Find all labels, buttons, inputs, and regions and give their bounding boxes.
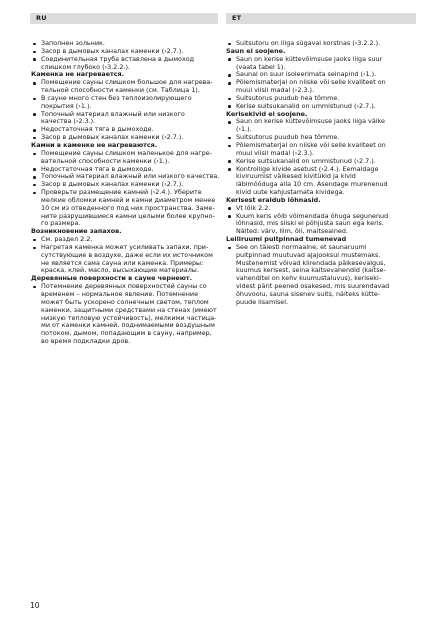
text-line: Топочный материал влажный или низкого xyxy=(41,109,185,118)
list-item xyxy=(31,134,217,142)
text-line: каменки, защитными средствами на стенах (имеют xyxy=(41,305,217,314)
text-line: 10 см из отведенного под них пространства. Заме- xyxy=(41,203,215,212)
text-line: puitpinnad muutuvad ajajooksul mustemaks. xyxy=(236,250,381,259)
text-line: Kerise suitsukanalid on ummistunud (›2.7.). xyxy=(236,156,376,165)
text-line: kuumus kerisest, seina kaitsevahendid (kaitse- xyxy=(236,266,386,275)
list-item xyxy=(31,111,217,127)
text-line: Потемнение деревянных поверхностей сауны со xyxy=(41,282,207,291)
list-item xyxy=(226,244,416,307)
text-line: puude lisamisel. xyxy=(236,297,289,306)
text-line: Põlemismaterjal on niiske või selle kvaliteet on xyxy=(236,140,386,149)
text-line: Kontrollige kivide asetust (›2.4.). Eemaldage xyxy=(236,164,379,173)
page-number: 10 xyxy=(30,601,40,610)
text-line: Помещение сауны слишком маленькое для нагре- xyxy=(41,148,212,157)
text-line: kivid uute kahjustamata kividega. xyxy=(236,188,345,197)
text-line: ните разрушившиеся камни целыми более крупно- xyxy=(41,211,215,220)
text-line: качества (›2.3.). xyxy=(41,117,96,126)
text-line: muul viisil madal (›2.3.). xyxy=(236,148,315,157)
list-item xyxy=(31,150,217,166)
list-item xyxy=(226,79,416,95)
text-line: (vaata tabel 1). xyxy=(236,62,286,71)
text-line: Возникновение запахов. xyxy=(31,227,122,236)
list-item xyxy=(226,40,416,48)
text-line: сутствующие в воздухе, даже если их источником xyxy=(41,250,213,259)
text-line: Засор в дымовых каналах каменки (›2.7.). xyxy=(41,180,184,189)
text-line: Kerisekivid ei soojene. xyxy=(226,109,308,118)
text-line: Kerisest eraldub lõhnasid. xyxy=(226,195,321,204)
list-item xyxy=(31,95,217,111)
list-item xyxy=(226,56,416,72)
text-line: вательной способности каменки (›1.). xyxy=(41,156,170,165)
text-line: Топочный материал влажный или низкого качества. xyxy=(41,172,220,181)
text-line: во время подкладки дров. xyxy=(41,337,131,346)
text-line: Засор в дымовых каналах каменки (›2.7.). xyxy=(41,46,184,55)
text-line: Saun ei soojene. xyxy=(226,46,286,55)
text-line: не является сама сауна или каменка. Примеры: xyxy=(41,258,204,267)
text-line: потоком, дымом, попадающим в сауну, например, xyxy=(41,329,212,338)
text-line: Suitsutoru on liiga sügaval korstnas (›3.2.2.). xyxy=(236,39,381,47)
list-item xyxy=(31,244,217,275)
text-line: Põlemismaterjal on niiske või selle kvaliteet on xyxy=(236,78,386,87)
list-item xyxy=(226,103,416,111)
text-line: Vt lõik 2.2. xyxy=(236,203,271,212)
text-line: Saunal on suur isoleerimata seinapind (›1.). xyxy=(236,70,377,79)
text-line: Каменка не нагревается. xyxy=(31,70,125,79)
text-line: ми от каменки камней, поднимаемыми воздушным xyxy=(41,321,215,330)
text-line: Заполнен зольник. xyxy=(41,39,105,47)
list-item xyxy=(226,142,416,158)
text-line: See on täiesti normaalne, et saunaruumi xyxy=(236,242,367,251)
text-line: мелкие обломки камней и камни диаметром менее xyxy=(41,195,216,204)
list-item xyxy=(226,118,416,134)
text-line: vahenditel on kehv kuumustaluvus), keriseki- xyxy=(236,274,382,283)
column-estonian xyxy=(226,40,416,307)
text-line: Недостаточная тяга в дымоходе. xyxy=(41,164,154,173)
list-item xyxy=(31,189,217,228)
text-line: краска, клей, масло, высыхающие материалы. xyxy=(41,266,199,275)
text-line: Нагретая каменка может усиливать запахи, при- xyxy=(41,242,209,251)
text-line: Проверьте размещение камней (›2.4.). Уберите xyxy=(41,188,202,197)
text-line: Недостаточная тяга в дымоходе. xyxy=(41,125,154,134)
text-line: может быть ускорено солнечным светом, теплом xyxy=(41,297,209,306)
text-line: го размера. xyxy=(41,219,81,228)
text-line: Saun on kerise küttevõimsuse jaoks liiga väike xyxy=(236,117,385,126)
text-line: muul viisil madal (›2.3.). xyxy=(236,86,315,95)
text-line: Помещение сауны слишком большое для нагрева- xyxy=(41,78,213,87)
language-tag-et: ET xyxy=(226,13,416,24)
text-line: (›1.). xyxy=(236,125,252,134)
column-russian xyxy=(31,39,220,346)
text-line: тельной способности каменки (см. Таблица 1). xyxy=(41,86,200,95)
list-item xyxy=(226,213,416,237)
language-tag-ru: RU xyxy=(30,13,218,24)
text-line: Соединительная труба вставлена в дымоход xyxy=(41,54,195,63)
text-line: См. раздел 2.2. xyxy=(41,235,93,244)
text-line: Камни в каменке не нагреваются. xyxy=(31,140,158,149)
text-line: покрытия (›1.). xyxy=(41,101,92,110)
text-line: Mustenemist võivad kiirendada päikesevalgus, xyxy=(236,258,386,267)
text-line: низкую тепловую устойчивость), мелкими частица- xyxy=(41,313,217,322)
text-line: В сауне много стен без теплоизолирующего xyxy=(41,93,192,102)
text-line: Kerise suitsukanalid on ummistunud (›2.7.). xyxy=(236,101,376,110)
text-line: lõhnasid, mis siiski ei põhjusta saun ega keris. xyxy=(236,219,384,228)
text-line: Suitsutorus puudub hea tõmme. xyxy=(236,93,340,102)
text-line: Kuum keris võib võimendada õhuga segunenud xyxy=(236,211,389,220)
text-line: Деревянные поверхности в сауне чернеют. xyxy=(31,274,193,283)
text-line: Suitsutorus puudub hea tõmme. xyxy=(236,133,340,142)
text-line: õhuvoolu, sauna sisenev suits, näiteks kütte- xyxy=(236,290,381,298)
text-line: videst pärit peened osakesed, mis suurendavad xyxy=(236,282,390,291)
text-line: Saun on kerise küttevõimsuse jaoks liiga suur xyxy=(236,54,383,63)
text-line: временем – нормальное явление. Потемнение xyxy=(41,290,198,298)
text-line: läbimõõduga alla 10 cm. Asendage murenenud xyxy=(236,180,388,189)
text-line: слишком глубоко (›3.2.2.). xyxy=(41,62,130,71)
text-line: Näited: värv, liim, õli, maitseained. xyxy=(236,227,348,236)
list-item xyxy=(226,166,416,197)
list-item xyxy=(31,79,217,95)
text-line: kiviruumist väikesed kivitükid ja kivid xyxy=(236,172,356,181)
text-line: Leiliruumi puitpinnad tumenevad xyxy=(226,235,347,244)
list-item xyxy=(31,56,217,72)
text-line: Засор в дымовых каналах каменки (›2.7.). xyxy=(41,133,184,142)
list-item xyxy=(31,283,217,346)
